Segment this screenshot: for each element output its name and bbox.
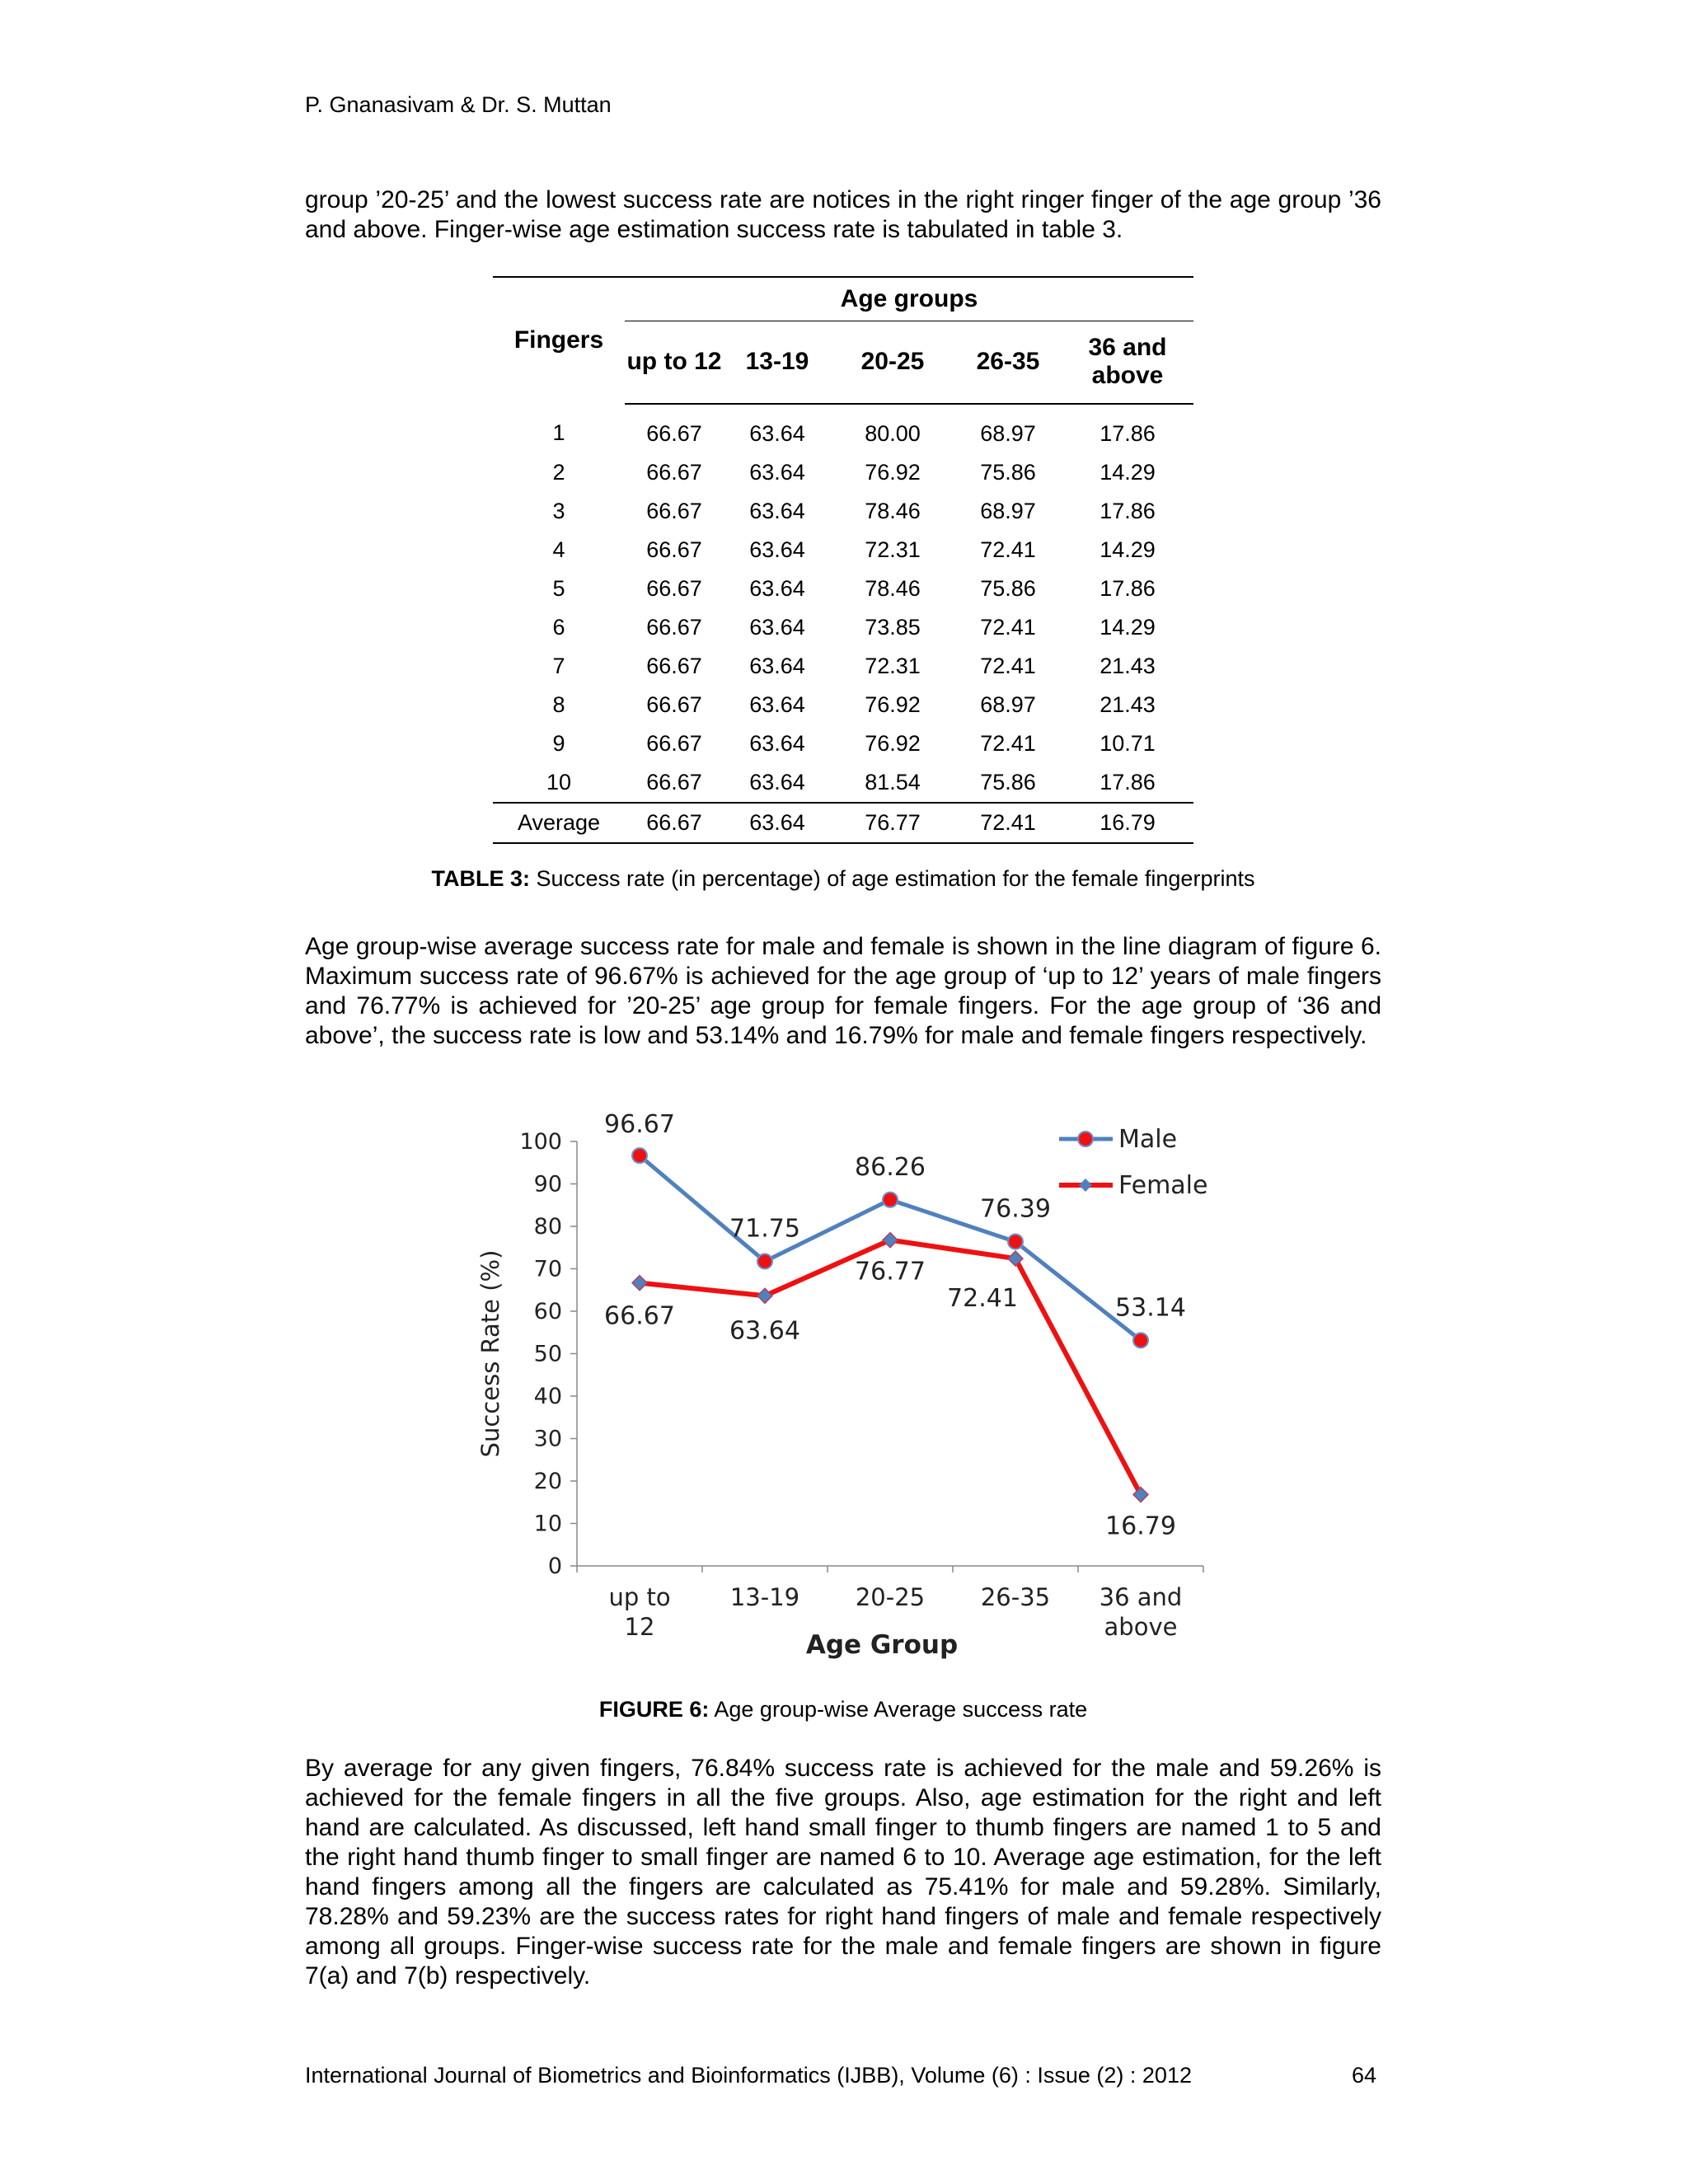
legend-male-label: Male	[1118, 1125, 1178, 1154]
table-cell: 16.79	[1062, 803, 1193, 843]
female-point	[883, 1233, 898, 1248]
table-row-label: 8	[552, 691, 565, 717]
table-cell: 14.29	[1100, 537, 1156, 562]
y-tick-label: 100	[519, 1129, 562, 1155]
table-cell: 63.64	[724, 803, 831, 843]
table-header-age-groups: Age groups	[625, 277, 1193, 321]
table-cell: 14.29	[1100, 614, 1156, 640]
page-header-authors: P. Gnanasivam & Dr. S. Muttan	[305, 92, 612, 117]
table-cell: 72.41	[980, 614, 1036, 640]
table-cell: 66.67	[646, 769, 702, 794]
line-chart	[462, 1104, 1236, 1665]
paragraph-summary	[305, 1754, 1381, 1991]
table-cell: 63.64	[749, 653, 805, 678]
table-cell: 72.31	[865, 653, 921, 678]
table-cell: 17.86	[1100, 420, 1156, 446]
table-cell: 75.86	[980, 575, 1036, 601]
table-cell: 76.92	[865, 459, 921, 485]
table-row	[493, 763, 1193, 803]
table-col-header: 20-25	[831, 321, 954, 404]
table-col-header: up to 12	[625, 321, 724, 404]
table-row	[493, 404, 1193, 453]
y-tick-label: 90	[533, 1171, 562, 1197]
legend-male-marker	[1078, 1132, 1093, 1146]
male-data-label: 96.67	[604, 1110, 675, 1140]
table-cell: 66.67	[646, 459, 702, 485]
female-data-label: 16.79	[1105, 1511, 1176, 1541]
table-row-label: 1	[552, 420, 565, 445]
female-point	[632, 1276, 647, 1291]
y-tick-label: 60	[533, 1299, 562, 1324]
table-cell: 72.41	[954, 803, 1062, 843]
male-data-label: 71.75	[729, 1214, 800, 1244]
table-cell: 66.67	[646, 537, 702, 562]
table-caption-text: Success rate (in percentage) of age estimation for the female fingerprints	[530, 866, 1255, 891]
table-cell: 17.86	[1100, 769, 1156, 794]
table-cell: 73.85	[865, 614, 921, 640]
y-tick-label: 0	[547, 1554, 562, 1579]
paragraph-text: Age group-wise average success rate for male and female is shown in the line diagram of figure 6. Maximum success rate of 96.67% is achieved for the age group of ‘up to 12’ years of male fingers and 76.77% is achieved for ’20-25’ age group for female fingers. For the age group of ‘36 and above’, the success rate is low and 53.14% and 16.79% for male and female fingers respectively.	[305, 933, 1381, 1049]
table-cell: 78.46	[865, 575, 921, 601]
table-cell: 21.43	[1100, 691, 1156, 717]
table-average-row	[493, 803, 1193, 843]
footer-journal: International Journal of Biometrics and Bioinformatics (IJBB), Volume (6) : Issue (2) : 2012	[305, 2063, 1192, 2088]
table-cell: 10.71	[1100, 730, 1156, 756]
table-col-header: 36 and above	[1062, 321, 1193, 404]
table-cell: 17.86	[1100, 498, 1156, 523]
table-cell: 66.67	[646, 498, 702, 523]
paragraph-text: group ’20-25’ and the lowest success rate are notices in the right ringer finger of the age group ’36 and above. Finger-wise age estimation success rate is tabulated in table 3.	[305, 186, 1381, 243]
paragraph-intro	[305, 185, 1381, 245]
table-cell: 63.64	[749, 498, 805, 523]
table-cell: 72.41	[980, 730, 1036, 756]
table-row-label: 2	[552, 459, 565, 485]
x-tick-label: 36 and	[1099, 1583, 1183, 1611]
y-tick-label: 30	[533, 1426, 562, 1452]
y-tick-label: 20	[533, 1469, 562, 1494]
y-axis-title: Success Rate (%)	[476, 1249, 504, 1458]
table-row-label: 3	[552, 498, 565, 523]
table-cell: 66.67	[646, 420, 702, 446]
table-row	[493, 569, 1193, 608]
table-row	[493, 492, 1193, 531]
x-tick-label: 13-19	[729, 1583, 800, 1611]
y-tick-label: 10	[533, 1511, 562, 1537]
table-row	[493, 724, 1193, 763]
table-caption-label: TABLE 3:	[431, 866, 531, 891]
table-row	[493, 531, 1193, 569]
table-cell: 63.64	[749, 691, 805, 717]
table-cell: 14.29	[1100, 459, 1156, 485]
y-tick-label: 70	[533, 1256, 562, 1282]
table-cell: 66.67	[646, 691, 702, 717]
table-cell: 76.92	[865, 730, 921, 756]
table-caption	[305, 866, 1381, 892]
table-cell: 63.64	[749, 420, 805, 446]
female-data-label: 66.67	[604, 1301, 675, 1331]
table-row	[493, 453, 1193, 492]
male-data-label: 86.26	[855, 1152, 926, 1182]
table-cell: 75.86	[980, 459, 1036, 485]
table-cell: 63.64	[749, 459, 805, 485]
table-row-label: 4	[552, 537, 565, 562]
y-tick-label: 40	[533, 1384, 562, 1409]
x-tick-label: up to	[608, 1583, 671, 1611]
table-cell: 68.97	[980, 691, 1036, 717]
table-cell: 63.64	[749, 537, 805, 562]
male-data-label: 76.39	[980, 1194, 1051, 1224]
table-cell: 68.97	[980, 498, 1036, 523]
table-row-label: 7	[552, 653, 565, 678]
table-cell: 81.54	[865, 769, 921, 794]
female-data-label: 72.41	[947, 1284, 1018, 1314]
paragraph-figure-description	[305, 932, 1381, 1051]
table-row-label: 10	[546, 769, 572, 794]
paragraph-text: By average for any given fingers, 76.84% success rate is achieved for the male and 59.26% is achieved for the female fingers in all the five groups. Also, age estimation for the right and left hand are calculated. As discussed, left hand small finger to thumb fingers are named 1 to 5 and the right hand thumb finger to small finger are named 6 to 10. Average age estimation, for the left hand fingers among all the fingers are calculated as 75.41% for male and 59.28%. Similarly, 78.28% and 59.23% are the success rates for right hand fingers of male and female respectively among all groups. Finger-wise success rate for the male and female fingers are shown in figure 7(a) and 7(b) respectively.	[305, 1755, 1381, 1990]
x-axis-title: Age Group	[805, 1630, 959, 1660]
table-cell: 66.67	[646, 653, 702, 678]
table-cell: 21.43	[1100, 653, 1156, 678]
table-cell: 76.77	[831, 803, 954, 843]
female-data-label: 63.64	[729, 1316, 800, 1346]
table-cell: 68.97	[980, 420, 1036, 446]
male-point	[1008, 1235, 1023, 1249]
x-tick-label: above	[1104, 1613, 1178, 1641]
table-row-label: 5	[552, 575, 565, 601]
table-cell: 66.67	[646, 614, 702, 640]
table-cell: 75.86	[980, 769, 1036, 794]
y-tick-label: 50	[533, 1341, 562, 1367]
female-data-label: 76.77	[855, 1257, 926, 1286]
table-row	[493, 686, 1193, 724]
figure-caption	[305, 1697, 1381, 1722]
legend-female-label: Female	[1118, 1171, 1208, 1200]
table-cell: 80.00	[865, 420, 921, 446]
table-header-fingers: Fingers	[493, 277, 625, 404]
male-point	[757, 1254, 772, 1268]
table-col-header: 26-35	[954, 321, 1062, 404]
y-tick-label: 80	[533, 1214, 562, 1240]
table-3	[493, 276, 1193, 844]
table-cell: 72.41	[980, 537, 1036, 562]
table-cell: 66.67	[625, 803, 724, 843]
legend-female-marker	[1079, 1179, 1092, 1192]
table-body	[493, 404, 1193, 843]
male-data-label: 53.14	[1115, 1293, 1186, 1323]
table-row-label: 6	[552, 614, 565, 640]
figure-caption-label: FIGURE 6:	[598, 1697, 710, 1722]
table-row	[493, 608, 1193, 647]
footer-page-number: 64	[1352, 2063, 1377, 2088]
figure-caption-text: Age group-wise Average success rate	[709, 1697, 1088, 1722]
table-cell: 72.31	[865, 537, 921, 562]
male-point	[1133, 1333, 1148, 1347]
x-tick-label: 20-25	[855, 1583, 926, 1611]
male-point	[883, 1193, 898, 1207]
table-row-label: 9	[552, 730, 565, 756]
table-cell: 17.86	[1100, 575, 1156, 601]
male-point	[632, 1148, 647, 1163]
table-cell: 66.67	[646, 730, 702, 756]
x-tick-label: 12	[624, 1613, 655, 1641]
table-cell: 76.92	[865, 691, 921, 717]
table-cell: 78.46	[865, 498, 921, 523]
table-row	[493, 647, 1193, 686]
table-cell: 66.67	[646, 575, 702, 601]
female-point	[757, 1288, 772, 1303]
table-cell: 72.41	[980, 653, 1036, 678]
table-cell: 63.64	[749, 575, 805, 601]
table-cell: 63.64	[749, 769, 805, 794]
x-tick-label: 26-35	[980, 1583, 1051, 1611]
table-cell: 63.64	[749, 730, 805, 756]
table-cell: 63.64	[749, 614, 805, 640]
table-row-label: Average	[493, 803, 625, 843]
table-col-header: 13-19	[724, 321, 831, 404]
